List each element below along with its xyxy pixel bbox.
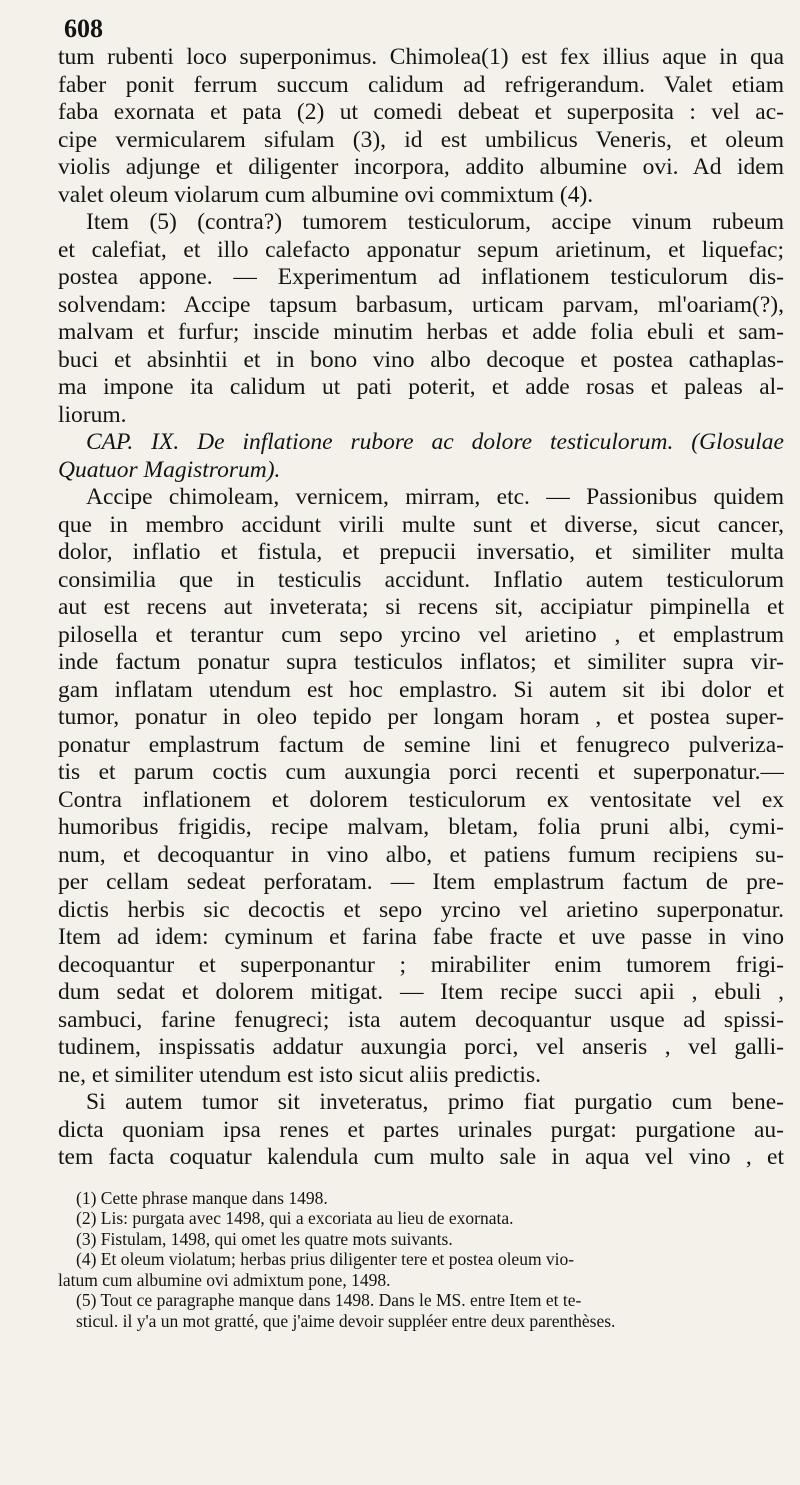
text-line: postea appone. — Experimentum ad inflationem testiculorum dis- [58,264,784,290]
text-line: violis adjunge et diligenter incorpora, addito albumine ovi. Ad idem [58,154,784,180]
body-text [58,44,784,1172]
text-line: aut est recens aut inveterata; si recens sit, accipiatur pimpinella et [58,594,784,620]
text-line: sambuci, farine fenugreci; ista autem decoquantur usque ad spissi- [58,1006,784,1033]
chapter-heading-line: CAP. IX. De inflatione rubore ac dolore testiculorum. (Glosulae [86,429,784,455]
chapter-heading-line: Quatuor Magistrorum). [58,456,281,483]
text-line: liorum. [58,401,127,428]
text-line: dolor, inflatio et fistula, et prepucii inversatio, et similiter multa [58,539,784,565]
footnote-line: (1) Cette phrase manque dans 1498. [76,1187,328,1208]
footnote-line: sticul. il y'a un mot gratté, que j'aime devoir suppléer entre deux parenthèses. [76,1310,616,1331]
text-line: Contra inflationem et dolorem testiculorum ex ventositate vel ex [58,786,784,813]
text-line: et calefiat, et illo calefacto apponatur sepum arietinum, et liquefac; [58,236,784,263]
footnote-line: (4) Et oleum violatum; herbas prius diligenter tere et postea oleum vio- [76,1249,575,1269]
text-line: tum rubenti loco superponimus. Chimolea(1) est fex illius aque in qua [58,44,784,70]
footnote-line: (2) Lis: purgata avec 1498, qui a excoriata au lieu de exornata. [76,1208,514,1228]
text-line: que in membro accidunt virili multe sunt et diverse, sicut cancer, [58,511,784,538]
text-line: dictis herbis sic decoctis et sepo yrcino vel arietino superponatur. [58,896,784,923]
text-line: ponatur emplastrum factum de semine lini et fenugreco pulveriza- [58,731,784,758]
text-line: tumor, ponatur in oleo tepido per longam horam , et postea super- [58,704,784,730]
text-line: gam inflatam utendum est hoc emplastro. Si autem sit ibi dolor et [58,676,784,703]
text-line: dicta quoniam ipsa renes et partes urinales purgat: purgatione au- [58,1116,784,1143]
text-line: Si autem tumor sit inveteratus, primo fiat purgatio cum bene- [86,1089,784,1115]
text-line: inde factum ponatur supra testiculos inflatos; et similiter supra vir- [58,649,784,675]
text-line: ne, et similiter utendum est isto sicut aliis predictis. [58,1061,541,1088]
text-line: consimilia que in testiculis accidunt. Inflatio autem testiculorum [58,566,784,593]
text-line: tis et parum coctis cum auxungia porci recenti et superponatur.— [58,759,784,785]
footnote-line: (3) Fistulam, 1498, qui omet les quatre mots suivants. [76,1228,453,1249]
text-line: pilosella et terantur cum sepo yrcino vel arietino , et emplastrum [58,621,784,648]
footnote-line: latum cum albumine ovi admixtum pone, 1498. [58,1269,391,1290]
page-number: 608 [64,14,103,43]
text-line: per cellam sedeat perforatam. — Item emplastrum factum de pre- [58,869,784,895]
text-line: cipe vermicularem sifulam (3), id est umbilicus Veneris, et oleum [58,126,784,153]
text-line: malvam et furfur; inscide minutim herbas et adde folia ebuli et sam- [58,319,784,345]
text-line: faba exornata et pata (2) ut comedi debeat et superposita : vel ac- [58,99,784,125]
text-line: humoribus frigidis, recipe malvam, bletam, folia pruni albi, cymi- [58,814,784,840]
text-line: num, et decoquantur in vino albo, et patiens fumum recipiens su- [58,841,784,868]
footnotes [58,1188,784,1332]
text-line: Item (5) (contra?) tumorem testiculorum, accipe vinum rubeum [86,209,784,235]
text-line: tem facta coquatur kalendula cum multo sale in aqua vel vino , et [58,1144,784,1170]
text-line: tudinem, inspissatis addatur auxungia porci, vel anseris , vel galli- [58,1034,784,1060]
text-line: decoquantur et superponantur ; mirabiliter enim tumorem frigi- [58,951,784,978]
footnote-line: (5) Tout ce paragraphe manque dans 1498. Dans le MS. entre Item et te- [76,1290,582,1310]
text-line: buci et absinhtii et in bono vino albo decoque et postea cathaplas- [58,346,784,373]
text-line: faber ponit ferrum succum calidum ad refrigerandum. Valet etiam [58,71,784,98]
text-line: solvendam: Accipe tapsum barbasum, urticam parvam, ml'oariam(?), [58,291,784,318]
text-line: Accipe chimoleam, vernicem, mirram, etc. — Passionibus quidem [86,484,784,510]
text-line: ma impone ita calidum ut pati poterit, et adde rosas et paleas al- [58,374,784,400]
text-line: Item ad idem: cyminum et farina fabe fracte et uve passe in vino [58,924,784,950]
text-line: valet oleum violarum cum albumine ovi commixtum (4). [58,181,594,208]
text-line: dum sedat et dolorem mitigat. — Item recipe succi apii , ebuli , [58,979,784,1005]
